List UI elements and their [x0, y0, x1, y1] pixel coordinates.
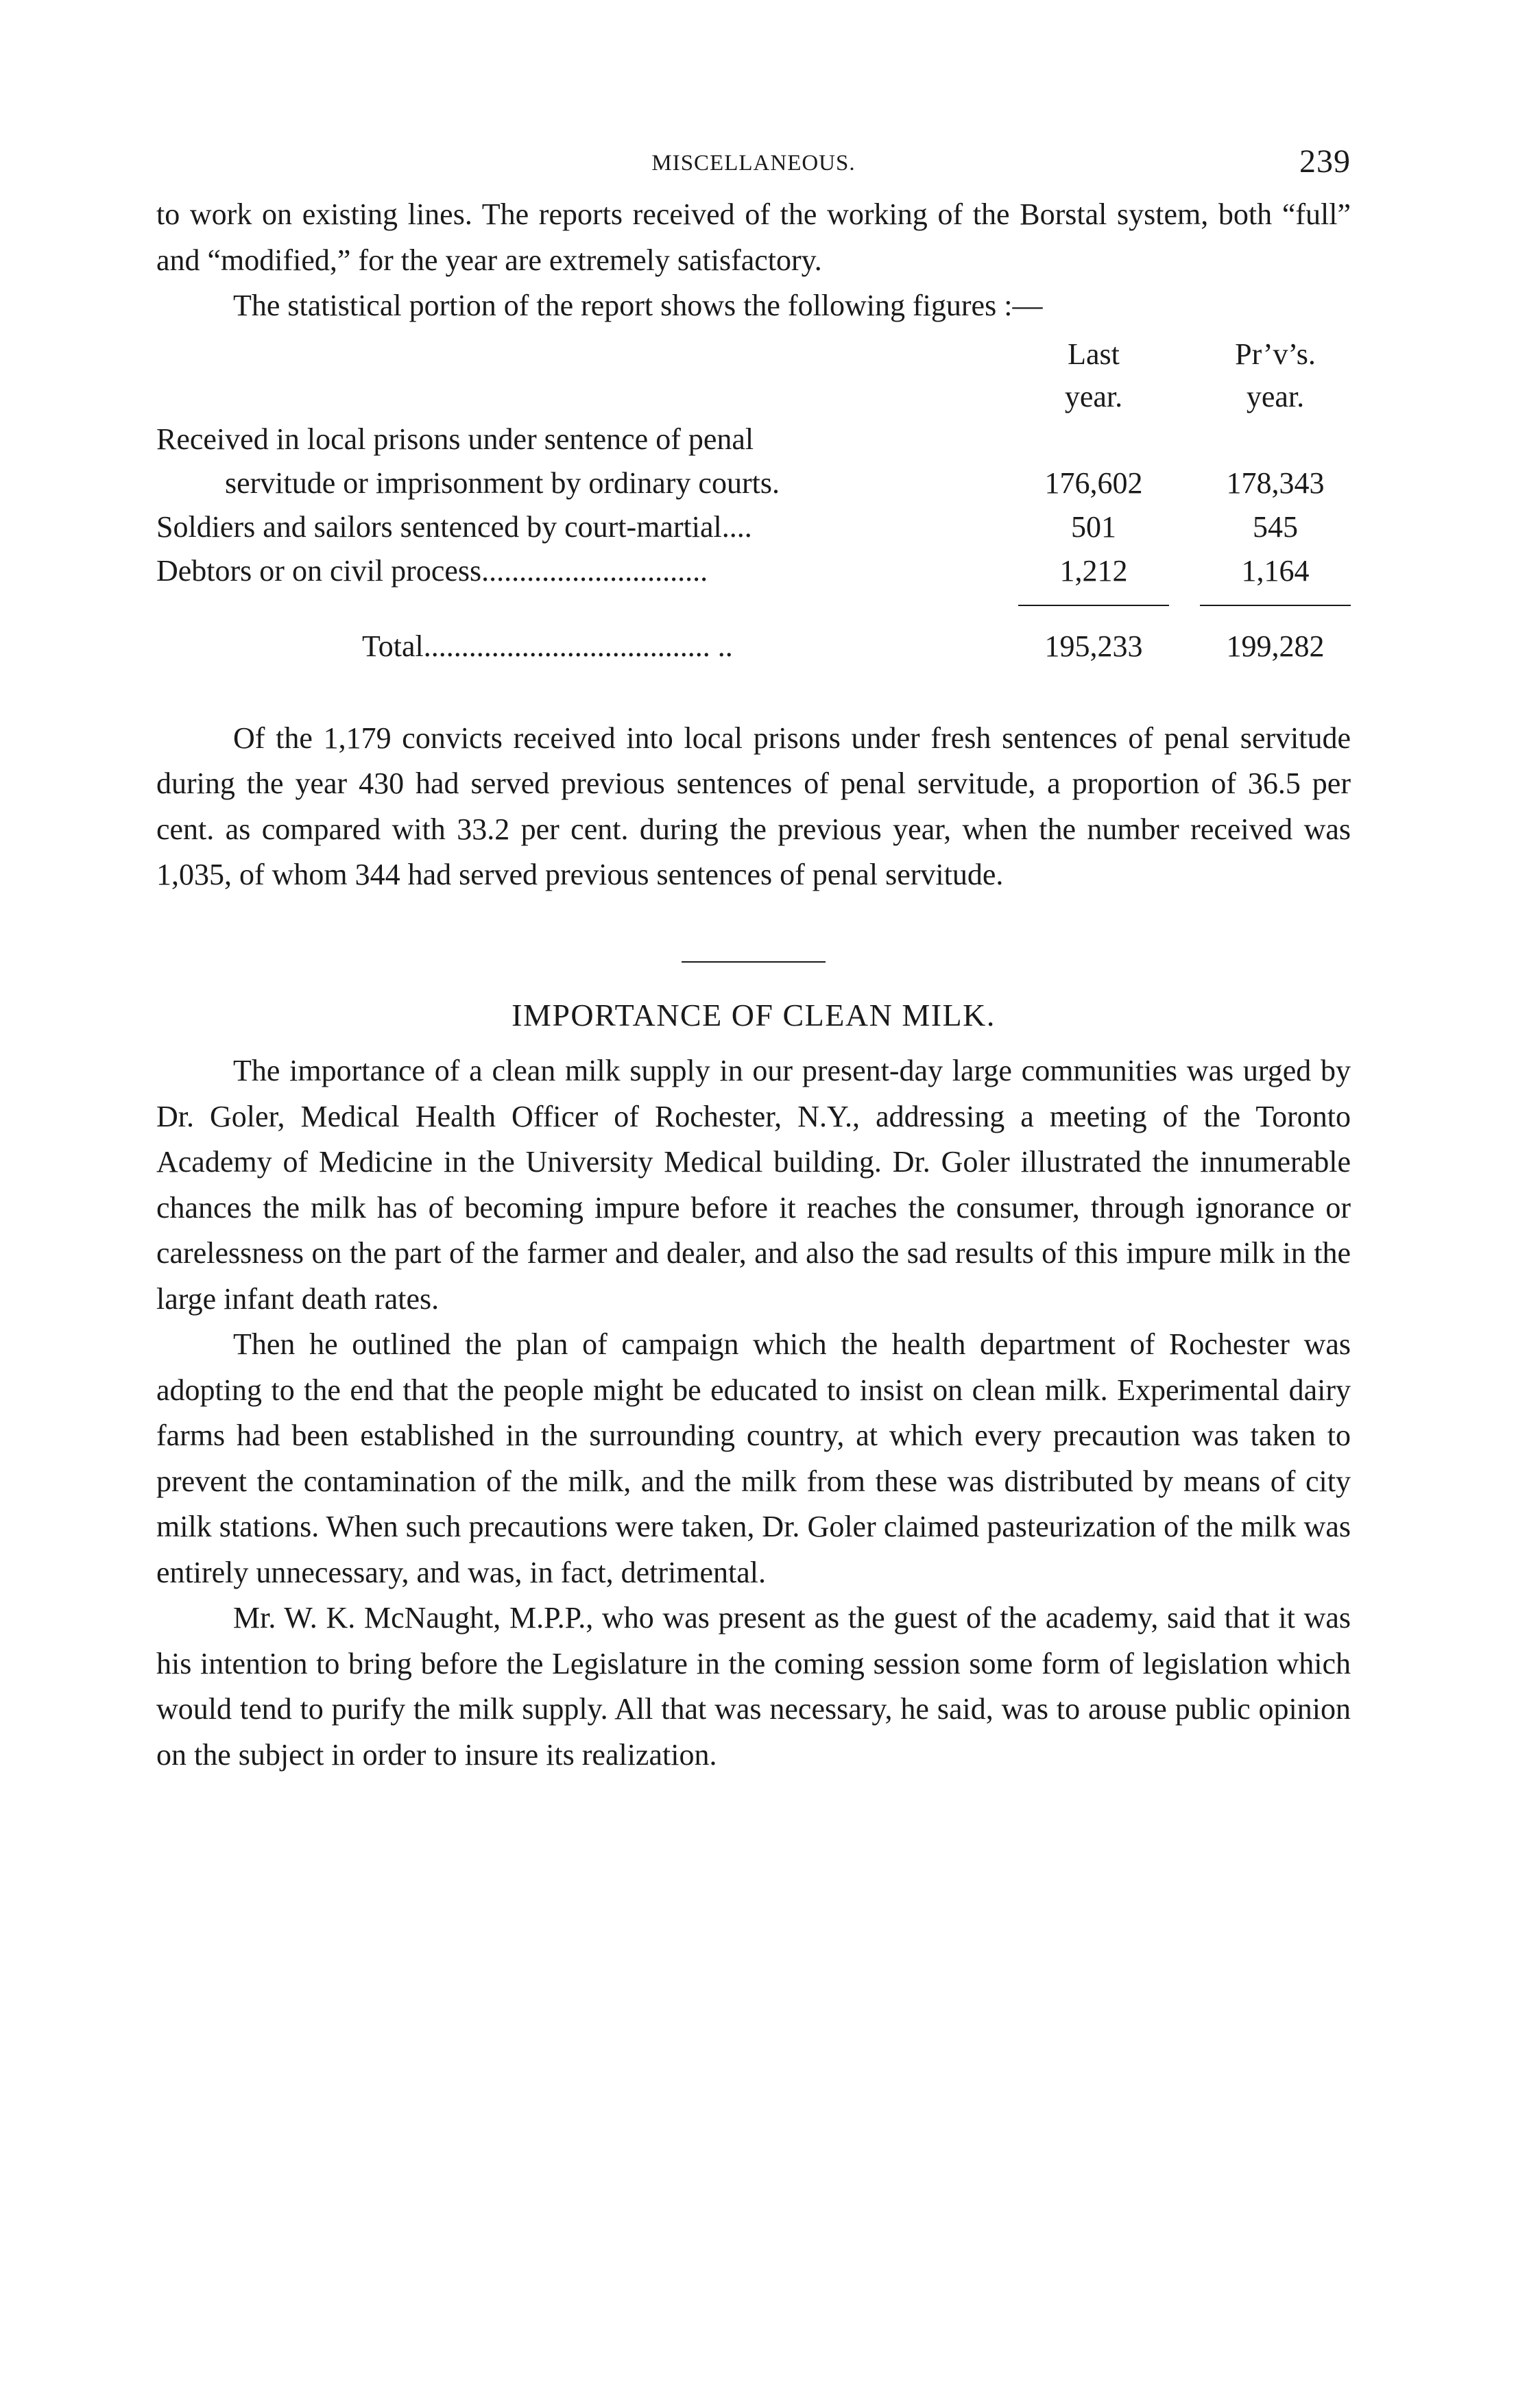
row-court-martial-prev: 545	[1253, 509, 1298, 544]
statistics-table	[156, 332, 1351, 716]
row-debtors-last: 1,212	[1059, 553, 1128, 588]
page-number: 239	[1299, 143, 1351, 180]
header-previous-year-line1: Pr’v’s.	[1235, 337, 1316, 371]
total-rule-last	[1018, 605, 1169, 606]
total-rule-prev	[1200, 605, 1351, 606]
row-local-prisons-label-line1: Received in local prisons under sentence of penal	[156, 422, 754, 456]
paragraph-clean-milk: The importance of a clean milk supply in our present-day large communities was urged by Dr. Goler, Medical Health Officer of Rochester, N.Y., addressing a meeting of the Toronto Academy of Medicine in the University Medical building. Dr. Goler illustrated the innumerable chances the milk has of becoming impure before it reaches the consumer, through ignorance or carelessness on the part of the farmer and dealer, and also the sad results of this impure milk in the large infant death rates.	[156, 1054, 1351, 1316]
running-head	[156, 137, 1351, 192]
row-debtors-label: Debtors or on civil process..............................	[156, 553, 708, 588]
row-local-prisons-prev: 178,343	[1226, 466, 1325, 500]
total-last: 195,233	[1044, 629, 1143, 663]
running-title: MISCELLANEOUS.	[651, 151, 856, 176]
header-previous-year-line2: year.	[1246, 379, 1305, 413]
header-last-year-line1: Last	[1068, 337, 1120, 371]
row-court-martial-label: Soldiers and sailors sentenced by court-martial....	[156, 509, 752, 544]
paragraph-convicts: Of the 1,179 convicts received into local prisons under fresh sentences of penal servitude during the year 430 had served previous sentences of penal servitude, a proportion of 36.5 per cent. as compared with 33.2 per cent. during the previous year, when the number received was 1,035, of whom 344 had served previous sentences of penal servitude.	[156, 721, 1351, 891]
total-prev: 199,282	[1226, 629, 1325, 663]
section-heading: IMPORTANCE OF CLEAN MILK.	[512, 998, 996, 1033]
header-last-year-line2: year.	[1064, 379, 1123, 413]
paragraph-campaign: Then he outlined the plan of campaign which the health department of Rochester was adopting to the end that the people might be educated to insist on clean milk. Experimental dairy farms had been established in the surrounding country, at which every precaution was taken to prevent the contamination of the milk, and the milk from these was distributed by means of city milk stations. When such precautions were taken, Dr. Goler claimed pasteurization of the milk was entirely unnecessary, and was, in fact, detrimental.	[156, 1327, 1351, 1589]
row-court-martial-last: 501	[1071, 509, 1116, 544]
total-label: Total...................................... ..	[362, 629, 733, 663]
row-debtors-prev: 1,164	[1241, 553, 1310, 588]
page	[156, 137, 1351, 1778]
paragraph-borstal: to work on existing lines. The reports received of the working of the Borstal system, both “full” and “modified,” for the year are extremely satisfactory.	[156, 197, 1351, 277]
row-local-prisons-last: 176,602	[1044, 466, 1143, 500]
paragraph-statistics-intro: The statistical portion of the report shows the following figures :—	[233, 289, 1043, 322]
row-local-prisons-label-line2: servitude or imprisonment by ordinary courts.	[225, 466, 780, 500]
paragraph-mcnaught: Mr. W. K. McNaught, M.P.P., who was present as the guest of the academy, said that it was his intention to bring before the Legislature in the coming session some form of legislation which would tend to purify the milk supply. All that was necessary, he said, was to arouse public opinion on the subject in order to insure its realization.	[156, 1601, 1351, 1772]
section-divider	[682, 961, 826, 963]
